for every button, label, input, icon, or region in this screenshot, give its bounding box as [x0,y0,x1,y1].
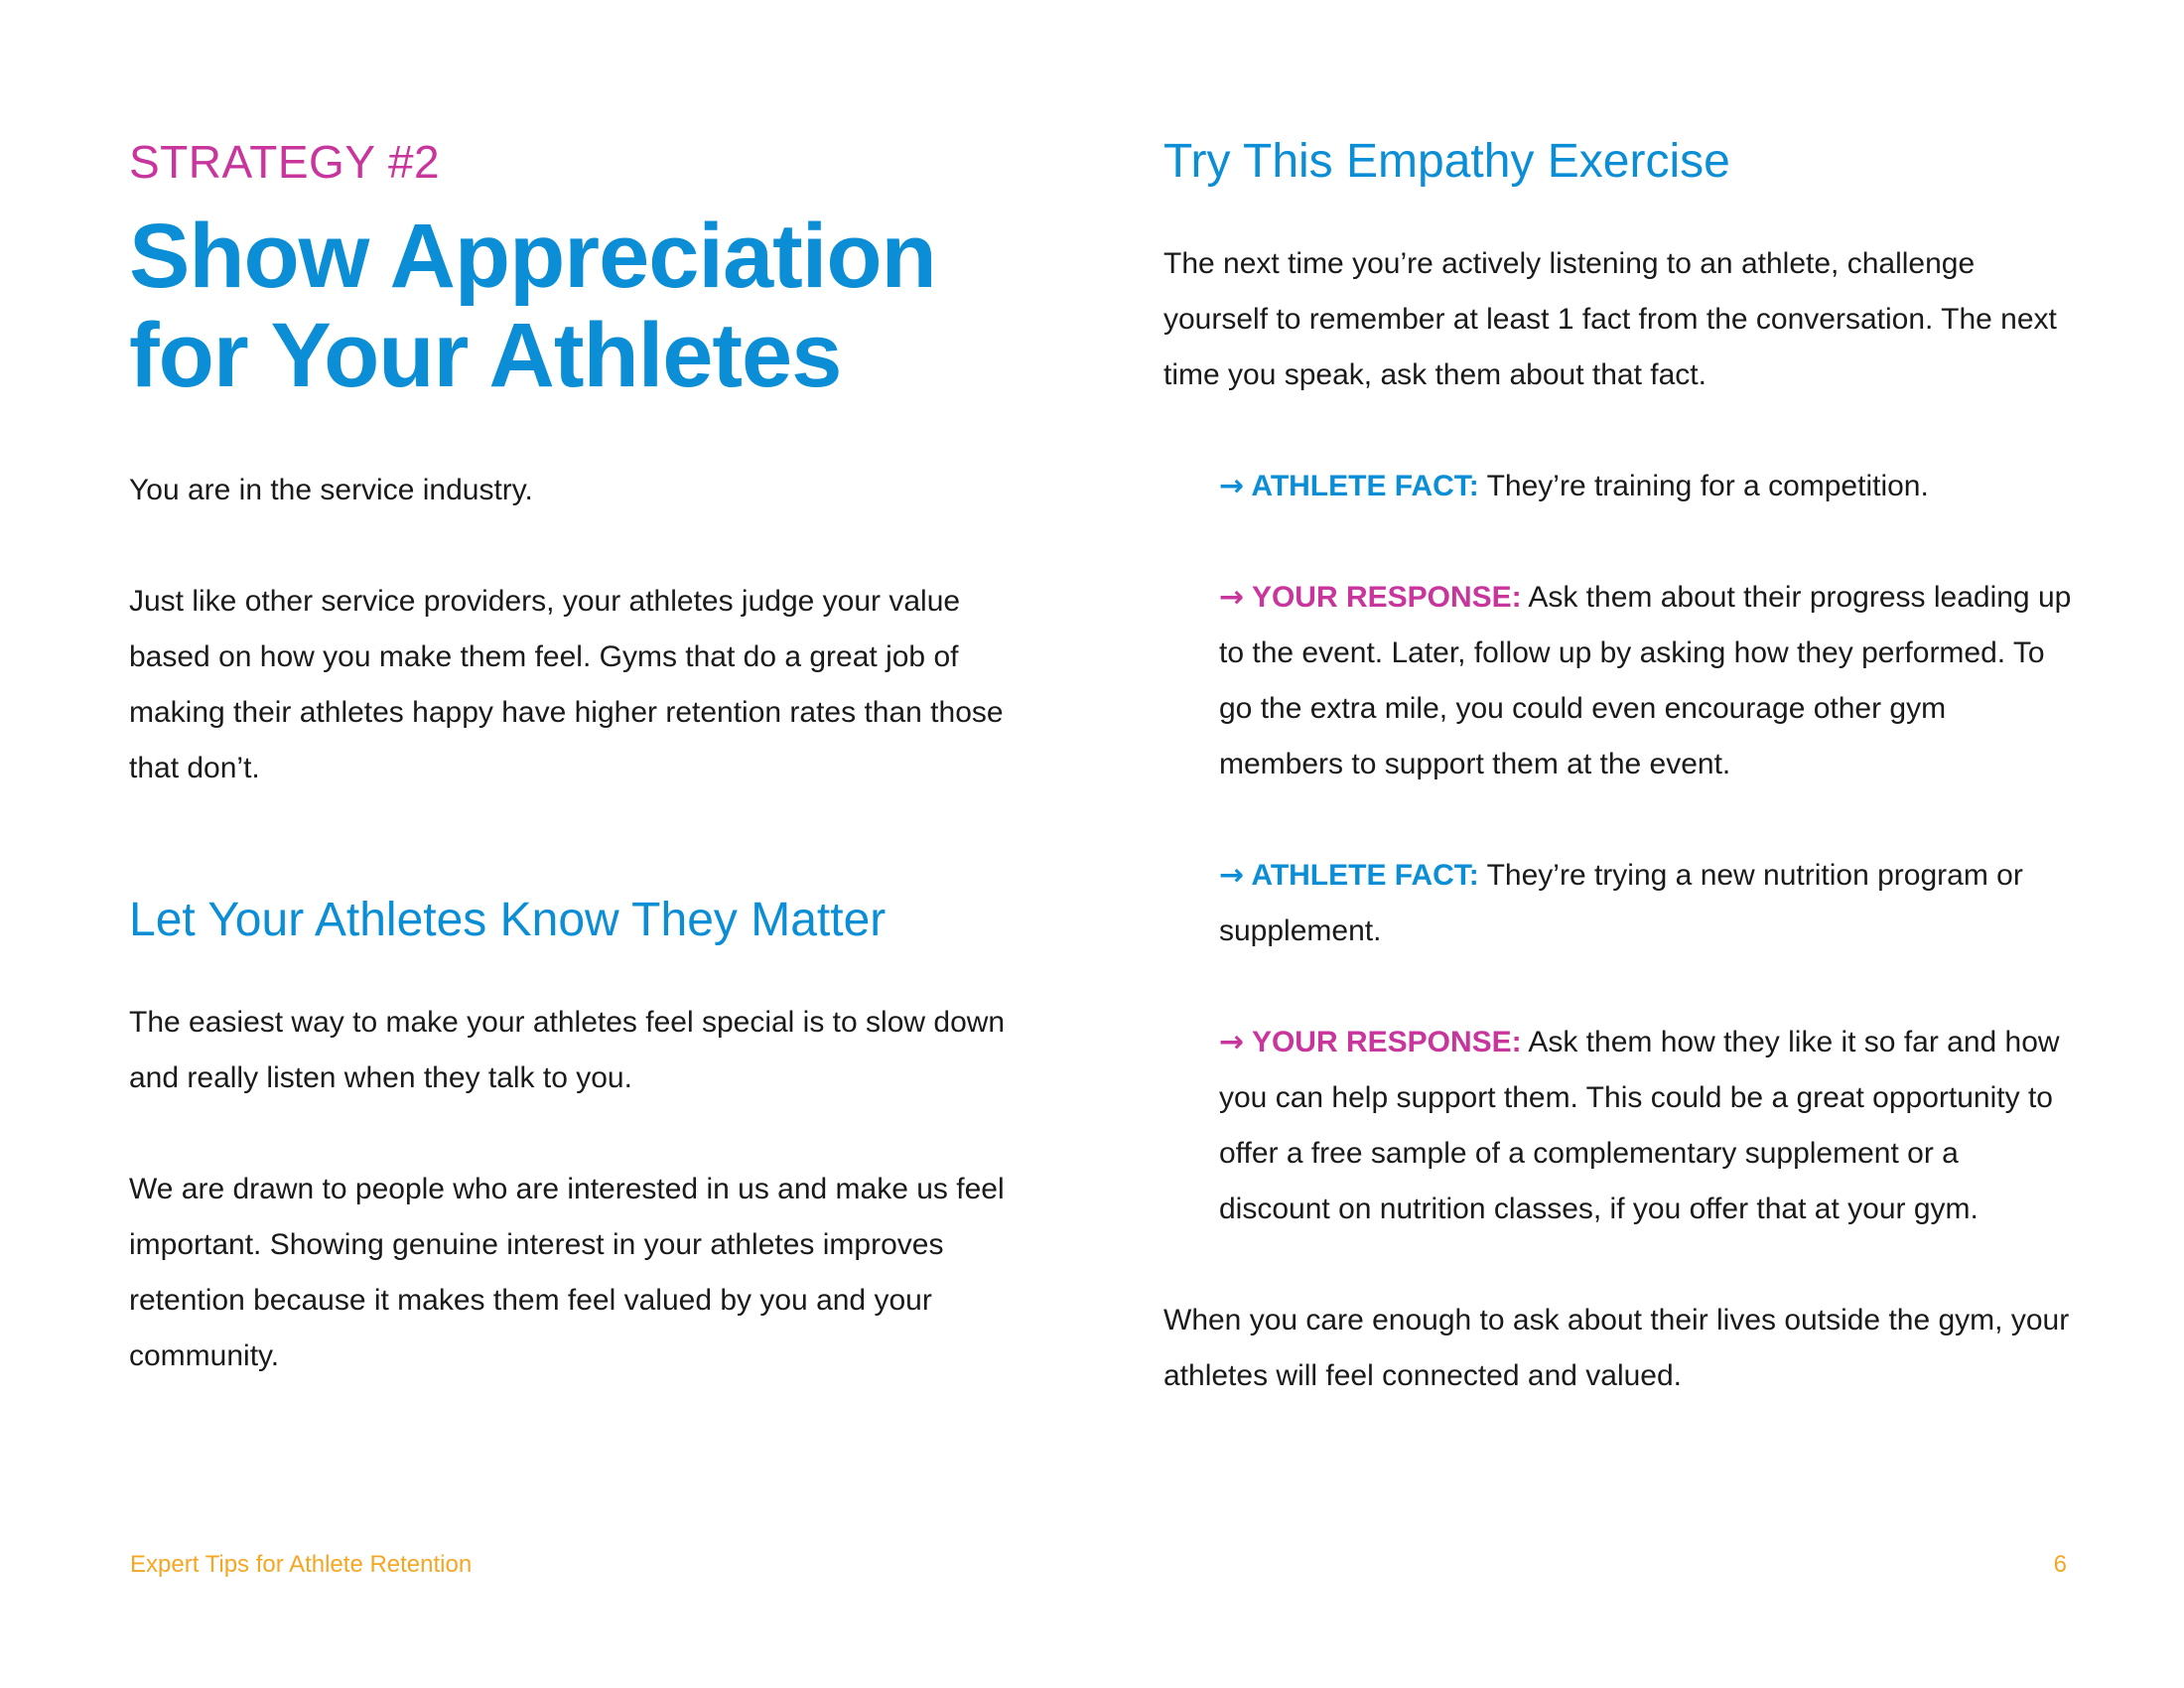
exercise-intro-paragraph: The next time you’re actively listening to an athlete, challenge yourself to remember at least 1 fact from the conversation. The next time you speak, ask them about that fact. [1163,246,2057,391]
response-text: Ask them about their progress leading up to the event. Later, follow up by asking how they performed. To go the extra mile, you could even encourage other gym members to support them at the event. [1219,580,2072,780]
arrow-right-icon: → [1219,857,1245,893]
page-title-line-2: for Your Athletes [129,305,842,406]
fact-text: They’re trying a new nutrition program or supplement. [1219,858,2023,947]
section-heading-matter: Let Your Athletes Know They Matter [129,894,887,946]
right-column [1163,129,2077,1404]
athlete-fact-item [1219,848,2077,959]
fact-label: → ATHLETE FACT: [1219,857,1479,893]
response-label: → YOUR RESPONSE: [1219,1024,1522,1059]
page-title-line-1: Show Appreciation [129,206,936,307]
section-heading-exercise: Try This Empathy Exercise [1163,135,1730,188]
strategy-eyebrow: STRATEGY #2 [129,136,441,188]
page-title [129,207,1023,405]
your-response-item [1219,1015,2077,1237]
intro-paragraph: You are in the service industry. [129,474,533,506]
service-paragraph: Just like other service providers, your athletes judge your value based on how you make them feel. Gyms that do a great job of making their athletes happy have higher retention rates than those that don’t. [129,585,1004,784]
fact-label: → ATHLETE FACT: [1219,468,1479,503]
page-number: 6 [2053,1551,2067,1578]
arrow-right-icon: → [1219,1024,1245,1059]
arrow-right-icon: → [1219,468,1245,503]
athlete-fact-item [1219,459,2077,514]
left-column [129,129,1023,1384]
response-text: Ask them how they like it so far and how you can help support them. This could be a great opportunity to offer a free sample of a complementary supplement or a discount on nutrition classes, if you offer that at your gym. [1219,1025,2060,1225]
fact-text: They’re training for a competition. [1478,469,1929,502]
your-response-item [1219,570,2077,792]
closing-paragraph: When you care enough to ask about their lives outside the gym, your athletes will feel connected and valued. [1163,1303,2070,1392]
response-label: → YOUR RESPONSE: [1219,579,1522,615]
arrow-right-icon: → [1219,579,1245,615]
listen-paragraph: The easiest way to make your athletes feel special is to slow down and really listen when they talk to you. [129,1005,1006,1094]
interest-paragraph: We are drawn to people who are interested in us and make us feel important. Showing genuine interest in your athletes improves retention because it makes them feel valued by you and your community. [129,1172,1005,1372]
footer-title: Expert Tips for Athlete Retention [130,1551,473,1578]
